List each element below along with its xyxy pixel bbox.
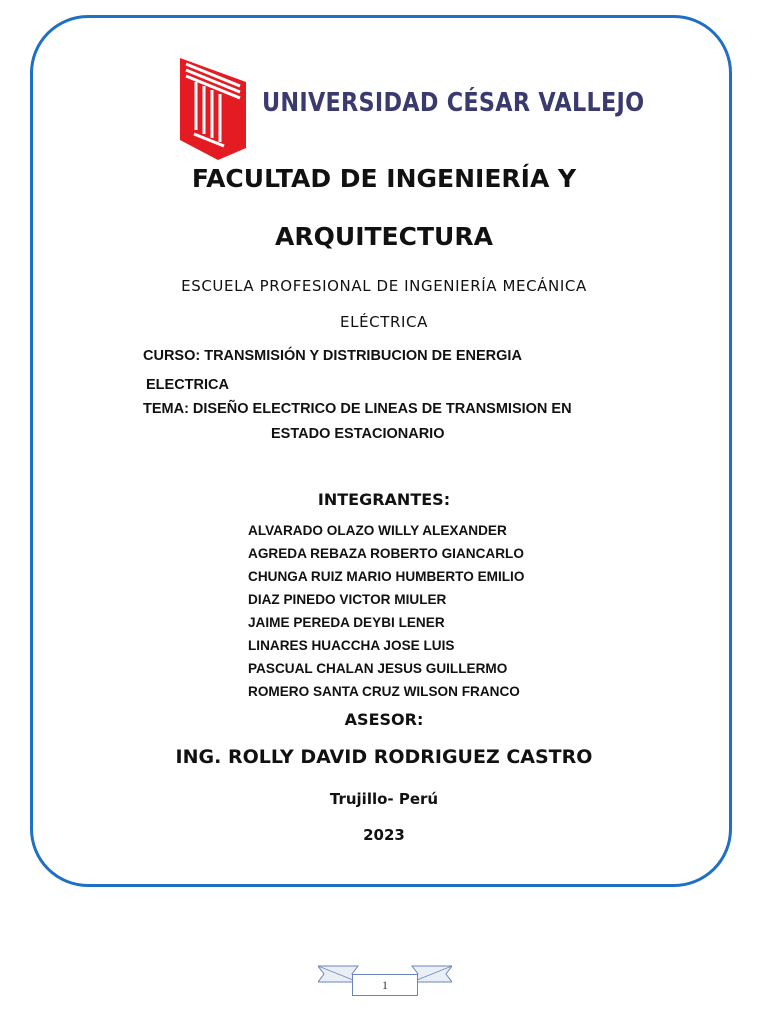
members-list: [248, 519, 524, 703]
ucv-shield-icon: [180, 56, 260, 160]
member-name: JAIME PEREDA DEYBI LENER: [248, 615, 445, 630]
member-name: CHUNGA RUIZ MARIO HUMBERTO EMILIO: [248, 569, 525, 584]
member-name: ROMERO SANTA CRUZ WILSON FRANCO: [248, 684, 520, 699]
member-name: PASCUAL CHALAN JESUS GUILLERMO: [248, 661, 508, 676]
member-name: ALVARADO OLAZO WILLY ALEXANDER: [248, 523, 507, 538]
school-line2: ELÉCTRICA: [340, 313, 428, 331]
page-number: 1: [352, 974, 418, 996]
faculty-title-line2: ARQUITECTURA: [275, 222, 493, 251]
year: 2023: [363, 826, 405, 844]
university-name: UNIVERSIDAD CÉSAR VALLEJO: [262, 88, 645, 118]
course-line2: ELECTRICA: [146, 377, 229, 393]
school-line1: ESCUELA PROFESIONAL DE INGENIERÍA MECÁNICA: [181, 277, 587, 295]
advisor-heading: ASESOR:: [344, 710, 424, 729]
member-name: AGREDA REBAZA ROBERTO GIANCARLO: [248, 546, 524, 561]
faculty-title-line1: FACULTAD DE INGENIERÍA Y: [191, 164, 577, 193]
advisor-name: ING. ROLLY DAVID RODRIGUEZ CASTRO: [175, 746, 593, 768]
topic-line1: TEMA: DISEÑO ELECTRICO DE LINEAS DE TRANSMISION EN: [143, 401, 572, 417]
course-line1: CURSO: TRANSMISIÓN Y DISTRIBUCION DE ENERGIA: [143, 348, 522, 364]
member-name: DIAZ PINEDO VICTOR MIULER: [248, 592, 447, 607]
members-heading: INTEGRANTES:: [317, 490, 451, 509]
place: Trujillo- Perú: [329, 790, 439, 808]
member-name: LINARES HUACCHA JOSE LUIS: [248, 638, 455, 653]
topic-line2: ESTADO ESTACIONARIO: [271, 426, 445, 442]
